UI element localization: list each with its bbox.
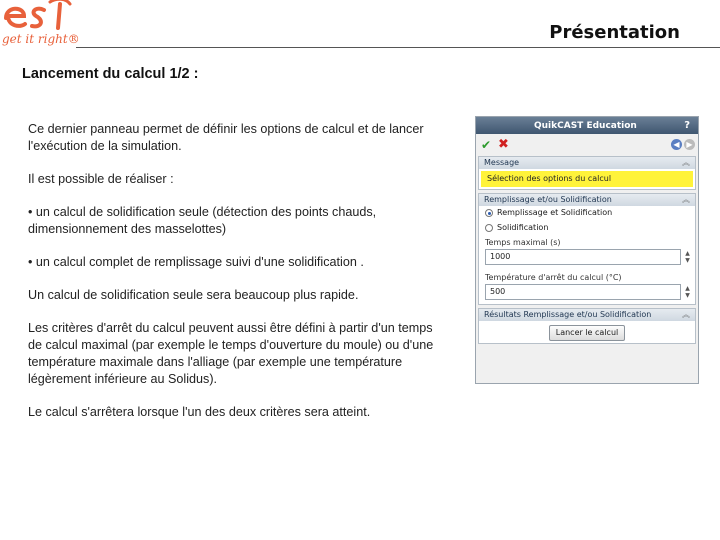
esi-logo-icon — [0, 0, 76, 34]
back-arrow-icon[interactable]: ◀ — [671, 139, 682, 150]
message-text: Sélection des options du calcul — [481, 171, 693, 187]
checkmark-icon[interactable]: ✔ — [481, 138, 492, 152]
forward-arrow-icon[interactable]: ▶ — [684, 139, 695, 150]
section-title: Remplissage et/ou Solidification — [484, 195, 612, 204]
radio-label: Solidification — [497, 223, 549, 232]
collapse-chevron-icon[interactable]: ︽ — [682, 158, 690, 167]
collapse-chevron-icon[interactable]: ︽ — [682, 310, 690, 319]
radio-fill-and-solidification[interactable] — [479, 206, 695, 221]
body-paragraph: Les critères d'arrêt du calcul peuvent aussi être défini à partir d'un temps de calcul maximal (par exemple le temps d'ouverture du moule) ou d'une température maximale dans l'alliage (par exemple une température légèrement inférieure au Solidus). — [28, 321, 434, 386]
body-paragraph: • un calcul complet de remplissage suivi d'une solidification . — [28, 255, 364, 269]
stop-temperature-value: 500 — [490, 287, 506, 296]
slide-subtitle: Lancement du calcul 1/2 : — [22, 66, 199, 82]
spinner-arrows-icon[interactable]: ▲ ▼ — [685, 285, 690, 299]
close-icon[interactable]: ✖ — [498, 137, 509, 152]
logo-tagline: get it right® — [2, 32, 80, 46]
radio-label: Remplissage et Solidification — [497, 208, 613, 217]
quikcast-panel — [475, 116, 699, 384]
radio-selected-icon[interactable] — [485, 209, 493, 217]
body-paragraph: Le calcul s'arrêtera lorsque l'un des deux critères sera atteint. — [28, 405, 371, 419]
body-paragraph: Ce dernier panneau permet de définir les options de calcul et de lancer l'exécution de la simulation. — [28, 122, 424, 153]
body-paragraph: • un calcul de solidification seule (détection des points chauds, dimensionnement des masselottes) — [28, 205, 377, 236]
section-title: Message — [484, 158, 520, 167]
esi-logo — [0, 0, 80, 50]
section-title: Résultats Remplissage et/ou Solidification — [484, 310, 652, 319]
body-paragraph: Un calcul de solidification seule sera beaucoup plus rapide. — [28, 288, 359, 302]
radio-unselected-icon[interactable] — [485, 224, 493, 232]
spinner-arrows-icon[interactable]: ▲ ▼ — [685, 250, 690, 264]
message-section — [478, 156, 696, 190]
max-time-label: Temps maximal (s) — [485, 238, 561, 247]
max-time-input[interactable] — [485, 249, 690, 265]
launch-calculation-button[interactable]: Lancer le calcul — [549, 325, 625, 341]
max-time-value: 1000 — [490, 252, 511, 261]
header-divider — [76, 47, 720, 48]
panel-toolbar — [476, 134, 698, 156]
stop-temperature-label: Température d'arrêt du calcul (°C) — [485, 273, 622, 282]
fill-section-header[interactable] — [479, 194, 695, 206]
page-title: Présentation — [549, 22, 680, 43]
collapse-chevron-icon[interactable]: ︽ — [682, 195, 690, 204]
results-section-header[interactable] — [479, 309, 695, 321]
slide-body — [28, 121, 448, 437]
panel-titlebar — [476, 117, 698, 134]
results-section — [478, 308, 696, 344]
fill-solidification-section — [478, 193, 696, 305]
radio-solidification[interactable] — [479, 221, 695, 236]
panel-title: QuikCAST Education — [534, 121, 637, 131]
stop-temperature-input[interactable] — [485, 284, 690, 300]
message-section-header[interactable] — [479, 157, 695, 169]
body-paragraph: Il est possible de réaliser : — [28, 172, 174, 186]
help-icon[interactable]: ? — [684, 120, 690, 131]
